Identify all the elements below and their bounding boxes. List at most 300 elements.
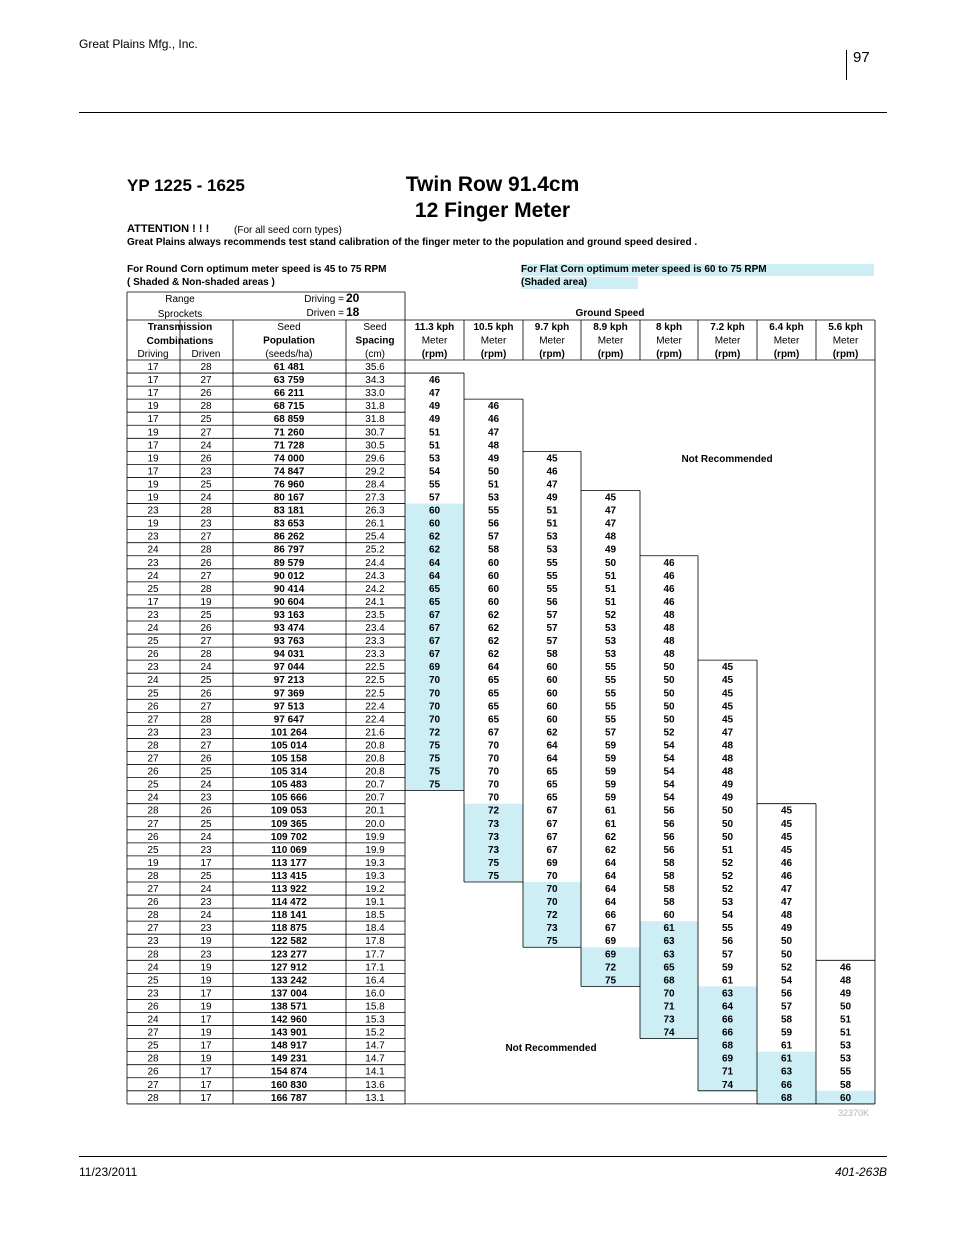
meter-rpm-value: 63	[663, 936, 675, 948]
seed-spacing: 20.7	[365, 792, 385, 804]
ground-speed-label: Ground Speed	[575, 308, 645, 319]
driving-sprocket: 17	[147, 388, 159, 400]
meter-rpm-value: 56	[663, 831, 675, 843]
meter-rpm-value: 67	[546, 818, 558, 830]
driven-sprocket: 17	[200, 1040, 212, 1052]
seed-spacing: 22.5	[365, 688, 385, 700]
meter-rpm-value: 53	[487, 492, 500, 504]
meter-rpm-value: 60	[546, 675, 558, 687]
meter-rpm-value: 45	[780, 818, 793, 830]
seed-spacing: 16.4	[365, 975, 385, 987]
driven-sprocket: 23	[200, 844, 212, 856]
speed-column-header: Meter	[656, 335, 682, 347]
meter-rpm-value: 70	[663, 988, 675, 1000]
seed-population: 71 260	[273, 427, 305, 439]
meter-rpm-value: 55	[487, 505, 500, 517]
seed-spacing: 28.4	[365, 479, 385, 491]
driving-sprocket: 19	[147, 427, 159, 439]
driven-sprocket: 26	[200, 388, 212, 400]
meter-rpm-value: 70	[428, 701, 441, 713]
driving-sprocket: 17	[147, 440, 159, 452]
meter-rpm-value: 50	[839, 1001, 852, 1013]
meter-rpm-value: 51	[546, 518, 558, 530]
meter-rpm-value: 47	[721, 727, 734, 739]
meter-rpm-value: 46	[487, 401, 500, 413]
seed-spacing: 31.8	[365, 414, 385, 426]
driving-sprocket: 17	[147, 466, 159, 478]
driven-sprocket: 24	[200, 440, 212, 452]
meter-rpm-value: 60	[546, 688, 558, 700]
round-corn-note: For Round Corn optimum meter speed is 45 to 75 RPM	[127, 264, 387, 275]
seed-population: 97 369	[273, 688, 305, 700]
meter-rpm-value: 55	[604, 714, 617, 726]
meter-rpm-value: 69	[546, 857, 558, 869]
seed-population: 105 014	[270, 740, 308, 752]
seed-population: 97 647	[273, 714, 305, 726]
driven-sprocket: 25	[200, 870, 212, 882]
driving-sprocket: 26	[147, 766, 159, 778]
meter-rpm-value: 69	[721, 1053, 734, 1065]
meter-rpm-value: 51	[839, 1014, 852, 1026]
meter-rpm-value: 48	[721, 740, 734, 752]
meter-rpm-value: 46	[546, 466, 558, 478]
speed-column-header: Meter	[832, 335, 859, 347]
speed-column-header: 10.5 kph	[473, 322, 514, 333]
meter-rpm-value: 55	[721, 923, 734, 935]
driven-label: Driven =	[306, 308, 344, 319]
seed-population: 86 797	[273, 544, 305, 556]
meter-rpm-value: 58	[663, 884, 675, 895]
driven-sprocket: 26	[200, 805, 212, 817]
meter-rpm-value: 65	[487, 701, 500, 713]
seed-population: 90 604	[273, 596, 305, 608]
driven-sprocket: 28	[200, 544, 212, 556]
seed-population: 118 141	[271, 910, 307, 922]
meter-rpm-value: 59	[721, 962, 734, 974]
meter-rpm-value: 48	[663, 609, 675, 621]
meter-rpm-value: 54	[663, 779, 675, 791]
meter-rpm-value: 60	[487, 596, 500, 608]
seed-spacing: 15.8	[365, 1001, 385, 1013]
driven-sprocket: 27	[200, 740, 212, 752]
meter-rpm-value: 48	[663, 636, 675, 648]
meter-rpm-value: 50	[604, 557, 617, 569]
meter-rpm-value: 65	[546, 779, 558, 791]
meter-rpm-value: 65	[487, 688, 500, 700]
meter-rpm-value: 58	[546, 649, 558, 661]
meter-rpm-value: 72	[604, 962, 617, 974]
meter-rpm-value: 73	[487, 844, 500, 856]
seed-population: 97 513	[273, 701, 305, 713]
meter-rpm-value: 70	[487, 792, 500, 804]
meter-rpm-value: 49	[839, 988, 852, 1000]
meter-rpm-value: 70	[487, 779, 500, 791]
meter-rpm-value: 64	[428, 570, 441, 582]
meter-rpm-value: 47	[780, 897, 793, 909]
seed-spacing: 22.4	[365, 701, 385, 713]
meter-rpm-value: 48	[721, 753, 734, 765]
meter-rpm-value: 60	[487, 557, 500, 569]
meter-rpm-value: 60	[663, 910, 675, 922]
driven-sprocket: 17	[200, 1014, 212, 1026]
meter-rpm-value: 60	[428, 518, 441, 530]
seed-spacing: 20.8	[365, 753, 385, 765]
seed-spacing: 16.0	[365, 988, 385, 1000]
seed-population: 97 213	[273, 675, 305, 687]
driven-sprocket: 17	[200, 1092, 212, 1104]
seed-population: 93 763	[273, 636, 305, 648]
meter-rpm-value: 66	[721, 1014, 734, 1026]
seed-spacing: 13.1	[365, 1092, 385, 1104]
seed-spacing: 22.5	[365, 662, 385, 674]
meter-rpm-value: 51	[604, 570, 617, 582]
seed-spacing: 26.1	[365, 518, 385, 530]
seed-population: 74 000	[273, 453, 305, 465]
driven-sprocket: 27	[200, 427, 212, 439]
meter-rpm-value: 59	[604, 792, 617, 804]
company-name: Great Plains Mfg., Inc.	[79, 37, 198, 51]
seed-population: 93 163	[273, 609, 305, 621]
meter-rpm-value: 68	[780, 1092, 793, 1104]
seed-population: 63 759	[273, 375, 305, 387]
speed-column-header: Meter	[539, 335, 565, 347]
meter-rpm-value: 53	[839, 1053, 852, 1065]
meter-rpm-value: 66	[721, 1027, 734, 1039]
meter-rpm-value: 54	[663, 753, 675, 765]
meter-rpm-value: 47	[604, 518, 617, 530]
meter-rpm-value: 60	[546, 714, 558, 726]
meter-rpm-value: 54	[721, 910, 734, 922]
driven-sprocket: 27	[200, 375, 212, 387]
seed-population: 97 044	[273, 662, 305, 674]
meter-rpm-value: 53	[546, 544, 558, 556]
meter-rpm-value: 65	[428, 583, 441, 595]
meter-rpm-value: 72	[546, 910, 558, 922]
meter-rpm-value: 53	[604, 623, 617, 634]
speed-column-header: 7.2 kph	[710, 322, 745, 333]
meter-rpm-value: 62	[546, 727, 558, 739]
meter-rpm-value: 53	[604, 649, 617, 661]
meter-rpm-value: 70	[546, 870, 558, 882]
seed-spacing: 23.3	[365, 649, 385, 661]
meter-rpm-value: 60	[428, 505, 441, 517]
driving-sprocket: 26	[147, 1001, 159, 1013]
meter-rpm-value: 55	[604, 662, 617, 674]
seed-spacing-header: Spacing	[355, 335, 395, 347]
seed-spacing: 17.1	[365, 962, 385, 974]
driving-sprocket: 19	[147, 479, 159, 491]
seed-spacing: 25.2	[365, 544, 385, 556]
driven-sprocket: 17	[200, 1066, 212, 1078]
driving-column-header: Driving	[137, 349, 169, 360]
seed-population-header: Population	[263, 335, 315, 347]
meter-rpm-value: 67	[428, 623, 441, 634]
meter-rpm-value: 61	[604, 818, 617, 830]
meter-rpm-value: 60	[546, 662, 558, 674]
seed-population: 114 472	[271, 897, 307, 909]
meter-rpm-value: 75	[487, 857, 500, 869]
driven-sprocket: 25	[200, 675, 212, 687]
meter-rpm-value: 70	[428, 675, 441, 687]
meter-rpm-value: 66	[780, 1079, 793, 1091]
meter-rpm-value: 58	[487, 544, 500, 556]
meter-rpm-value: 45	[546, 453, 558, 465]
meter-rpm-value: 59	[780, 1027, 793, 1039]
speed-column-header: (rpm)	[480, 349, 507, 360]
driving-sprocket: 24	[147, 792, 159, 804]
driven-sprocket: 23	[200, 897, 212, 909]
meter-rpm-value: 49	[428, 401, 441, 413]
seed-population: 68 859	[273, 414, 305, 426]
seed-spacing: 20.7	[365, 779, 385, 791]
meter-rpm-value: 73	[487, 831, 500, 843]
driven-sprocket: 23	[200, 792, 212, 804]
driving-sprocket: 26	[147, 831, 159, 843]
seed-population: 122 582	[270, 936, 308, 948]
seed-population: 61 481	[273, 362, 305, 373]
driving-sprocket: 24	[147, 962, 159, 974]
meter-rpm-value: 71	[663, 1001, 675, 1013]
flat-corn-subnote: (Shaded area)	[521, 277, 638, 289]
driven-sprocket: 28	[200, 505, 212, 517]
document-number: 401-263B	[834, 1165, 887, 1179]
meter-rpm-value: 50	[663, 714, 675, 726]
seed-spacing: 19.3	[365, 870, 385, 882]
meter-rpm-value: 50	[721, 831, 734, 843]
driven-sprocket: 19	[200, 596, 212, 608]
meter-rpm-value: 57	[546, 623, 558, 634]
meter-rpm-value: 51	[428, 440, 441, 452]
meter-rpm-value: 45	[721, 701, 734, 713]
meter-rpm-value: 57	[721, 949, 734, 961]
meter-rpm-value: 51	[604, 583, 617, 595]
meter-rpm-value: 61	[721, 975, 734, 987]
meter-rpm-value: 67	[487, 727, 500, 739]
meter-rpm-value: 59	[604, 753, 617, 765]
seed-spacing: 31.8	[365, 401, 385, 413]
speed-column-header: (rpm)	[773, 349, 800, 360]
seed-spacing: 20.0	[365, 818, 385, 830]
meter-rpm-value: 57	[780, 1001, 793, 1013]
meter-rpm-value: 60	[487, 583, 500, 595]
speed-column-header: (rpm)	[597, 349, 624, 360]
meter-rpm-value: 73	[663, 1014, 675, 1026]
meter-rpm-value: 49	[721, 792, 734, 804]
seed-population: 66 211	[273, 388, 305, 400]
driven-sprocket: 28	[200, 714, 212, 726]
driven-sprocket: 24	[200, 884, 212, 895]
meter-rpm-value: 70	[428, 714, 441, 726]
meter-rpm-value: 62	[487, 636, 500, 648]
speed-column-header: 9.7 kph	[534, 322, 570, 333]
meter-rpm-value: 57	[604, 727, 617, 739]
seed-spacing: 19.2	[365, 884, 385, 895]
meter-rpm-value: 55	[428, 479, 441, 491]
meter-rpm-value: 64	[546, 753, 558, 765]
meter-rpm-value: 62	[487, 623, 500, 634]
driven-sprocket: 28	[200, 362, 212, 373]
meter-rpm-value: 55	[604, 701, 617, 713]
flat-corn-note: For Flat Corn optimum meter speed is 60 to 75 RPM	[521, 264, 874, 276]
meter-rpm-value: 67	[546, 844, 558, 856]
seed-spacing: 15.3	[365, 1014, 385, 1026]
seed-spacing: 25.4	[365, 531, 385, 543]
meter-rpm-value: 52	[663, 727, 675, 739]
speed-column-header: Meter	[773, 335, 800, 347]
speed-column-header: (rpm)	[832, 349, 859, 360]
driving-sprocket: 27	[147, 714, 159, 726]
seed-spacing: 33.0	[365, 388, 385, 400]
driven-sprocket: 19	[200, 936, 212, 948]
meter-rpm-value: 50	[663, 701, 675, 713]
meter-rpm-value: 56	[721, 936, 734, 948]
seed-population: 109 053	[270, 805, 308, 817]
driven-sprocket: 28	[200, 649, 212, 661]
meter-rpm-value: 69	[604, 936, 617, 948]
driving-sprocket: 24	[147, 544, 159, 556]
meter-rpm-value: 72	[487, 805, 500, 817]
meter-rpm-value: 54	[663, 766, 675, 778]
driving-sprocket: 24	[147, 570, 159, 582]
meter-rpm-value: 46	[663, 570, 675, 582]
driven-sprocket: 24	[200, 492, 212, 504]
seed-spacing: 19.9	[365, 831, 385, 843]
seed-population: 143 901	[270, 1027, 308, 1039]
driving-sprocket: 17	[147, 414, 159, 426]
driving-sprocket: 28	[147, 740, 159, 752]
meter-rpm-value: 75	[487, 870, 500, 882]
driven-column-header: Driven	[191, 349, 221, 360]
meter-rpm-value: 64	[721, 1001, 734, 1013]
seed-population-header: (seeds/ha)	[265, 349, 313, 360]
meter-rpm-value: 67	[604, 923, 617, 935]
meter-rpm-value: 48	[780, 910, 793, 922]
driven-value: 18	[346, 305, 360, 319]
seed-population: 160 830	[270, 1079, 308, 1091]
meter-rpm-value: 45	[780, 844, 793, 856]
meter-rpm-value: 52	[604, 609, 617, 621]
seed-spacing: 21.6	[365, 727, 385, 739]
meter-rpm-value: 51	[839, 1027, 852, 1039]
meter-rpm-value: 58	[663, 857, 675, 869]
seed-spacing-header: (cm)	[365, 349, 385, 360]
meter-rpm-value: 57	[546, 609, 558, 621]
seed-population: 83 653	[273, 518, 305, 530]
speed-column-header: Meter	[480, 335, 507, 347]
seed-spacing: 19.3	[365, 857, 385, 869]
meter-rpm-value: 45	[721, 662, 734, 674]
seed-population: 113 177	[271, 857, 307, 869]
meter-rpm-value: 55	[546, 557, 558, 569]
meter-rpm-value: 45	[604, 492, 617, 504]
meter-rpm-value: 48	[487, 440, 500, 452]
footer-date: 11/23/2011	[79, 1165, 138, 1179]
speed-column-header: Meter	[597, 335, 624, 347]
driven-sprocket: 26	[200, 557, 212, 569]
driving-sprocket: 27	[147, 923, 159, 935]
meter-rpm-value: 61	[780, 1053, 793, 1065]
seed-population: 118 875	[271, 923, 307, 935]
meter-rpm-value: 46	[663, 557, 675, 569]
driven-sprocket: 17	[200, 988, 212, 1000]
driving-sprocket: 28	[147, 805, 159, 817]
seed-population: 137 004	[270, 988, 308, 1000]
meter-rpm-value: 49	[721, 779, 734, 791]
meter-rpm-value: 48	[663, 649, 675, 661]
title-line-1: Twin Row 91.4cm	[405, 173, 580, 196]
speed-column-header: Meter	[714, 335, 741, 347]
meter-rpm-value: 46	[780, 857, 793, 869]
driving-sprocket: 27	[147, 753, 159, 765]
meter-rpm-value: 54	[663, 740, 675, 752]
meter-rpm-value: 64	[604, 857, 617, 869]
seed-population: 110 069	[271, 844, 307, 856]
meter-rpm-value: 64	[428, 557, 441, 569]
driving-sprocket: 25	[147, 975, 159, 987]
seed-spacing: 22.5	[365, 675, 385, 687]
meter-rpm-value: 49	[604, 544, 617, 556]
seed-spacing: 24.4	[365, 557, 385, 569]
meter-rpm-value: 70	[428, 688, 441, 700]
seed-spacing: 20.8	[365, 766, 385, 778]
driving-sprocket: 26	[147, 1066, 159, 1078]
meter-rpm-value: 65	[546, 766, 558, 778]
seed-spacing: 18.5	[365, 910, 385, 922]
driving-sprocket: 23	[147, 505, 159, 517]
seed-spacing: 30.5	[365, 440, 385, 452]
seed-spacing: 35.6	[365, 362, 385, 373]
driven-sprocket: 23	[200, 466, 212, 478]
seed-spacing: 23.4	[365, 623, 385, 634]
driving-sprocket: 24	[147, 623, 159, 634]
meter-rpm-value: 62	[604, 831, 617, 843]
meter-rpm-value: 67	[428, 649, 441, 661]
meter-rpm-value: 74	[663, 1027, 675, 1039]
meter-rpm-value: 56	[780, 988, 793, 1000]
driving-sprocket: 27	[147, 1079, 159, 1091]
driving-sprocket: 27	[147, 1027, 159, 1039]
driven-sprocket: 24	[200, 910, 212, 922]
meter-rpm-value: 55	[604, 675, 617, 687]
page-number: 97	[853, 49, 870, 66]
transmission-label: Combinations	[146, 336, 214, 347]
seed-population: 138 571	[270, 1001, 308, 1013]
meter-rpm-value: 64	[604, 884, 617, 895]
driving-sprocket: 25	[147, 1040, 159, 1052]
meter-rpm-value: 51	[604, 596, 617, 608]
meter-rpm-value: 73	[546, 923, 558, 935]
meter-rpm-value: 74	[721, 1079, 734, 1091]
seed-spacing: 15.2	[365, 1027, 385, 1039]
seed-population: 105 483	[270, 779, 308, 791]
seed-population: 90 414	[273, 583, 305, 595]
driven-sprocket: 28	[200, 583, 212, 595]
driving-sprocket: 19	[147, 518, 159, 530]
meter-rpm-value: 45	[721, 675, 734, 687]
seed-population: 149 231	[270, 1053, 308, 1065]
round-corn-subnote: ( Shaded & Non-shaded areas )	[127, 277, 275, 288]
seed-population: 166 787	[270, 1092, 308, 1104]
driving-sprocket: 24	[147, 1014, 159, 1026]
seed-population: 89 579	[273, 557, 305, 569]
seed-population: 148 917	[270, 1040, 308, 1052]
seed-population: 105 158	[270, 753, 308, 765]
meter-rpm-value: 54	[428, 466, 441, 478]
meter-rpm-value: 49	[428, 414, 441, 426]
meter-rpm-value: 57	[546, 636, 558, 648]
meter-rpm-value: 68	[663, 975, 675, 987]
driven-sprocket: 25	[200, 609, 212, 621]
